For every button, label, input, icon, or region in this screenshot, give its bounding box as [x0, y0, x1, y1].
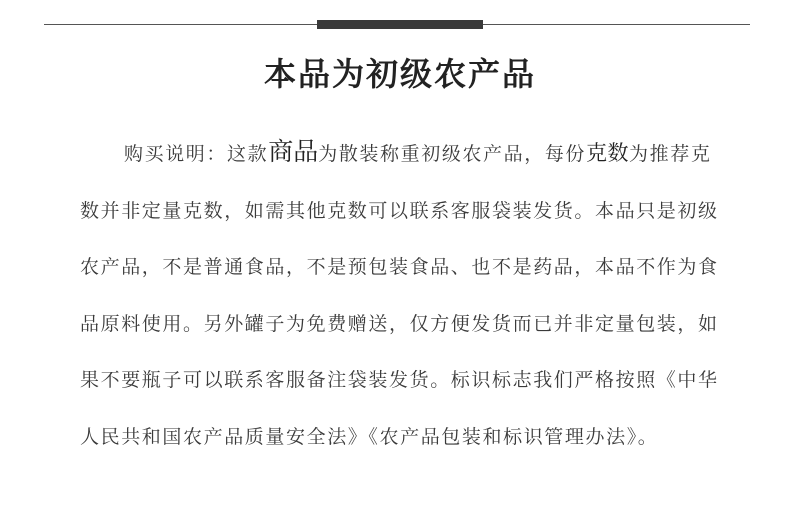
notice-text-body: 为推荐克数并非定量克数，如需其他克数可以联系客服袋装发货。本品只是初级农产品，不是普通食品，不是预包装食品、也不是药品，本品不作为食品原料使用。另外罐子为免费赠送，仅方便发货而已并非定量包装，如果不要瓶子可以联系客服备注袋装发货。标识标志我们严格按照《中华人民共和国农产品质量安全法》《农产品包装和标识管理办法》。 — [80, 143, 719, 448]
notice-text-intro: 购买说明：这款 — [124, 143, 269, 165]
purchase-notice-paragraph — [80, 124, 730, 465]
notice-text-emphasis-product: 商品 — [268, 137, 319, 166]
notice-text-part: 为散装称重初级农产品，每份 — [318, 143, 587, 165]
header-divider-bar — [317, 20, 483, 29]
page-title: 本品为初级农产品 — [263, 55, 536, 93]
notice-text-emphasis-grams: 克数 — [586, 141, 630, 165]
